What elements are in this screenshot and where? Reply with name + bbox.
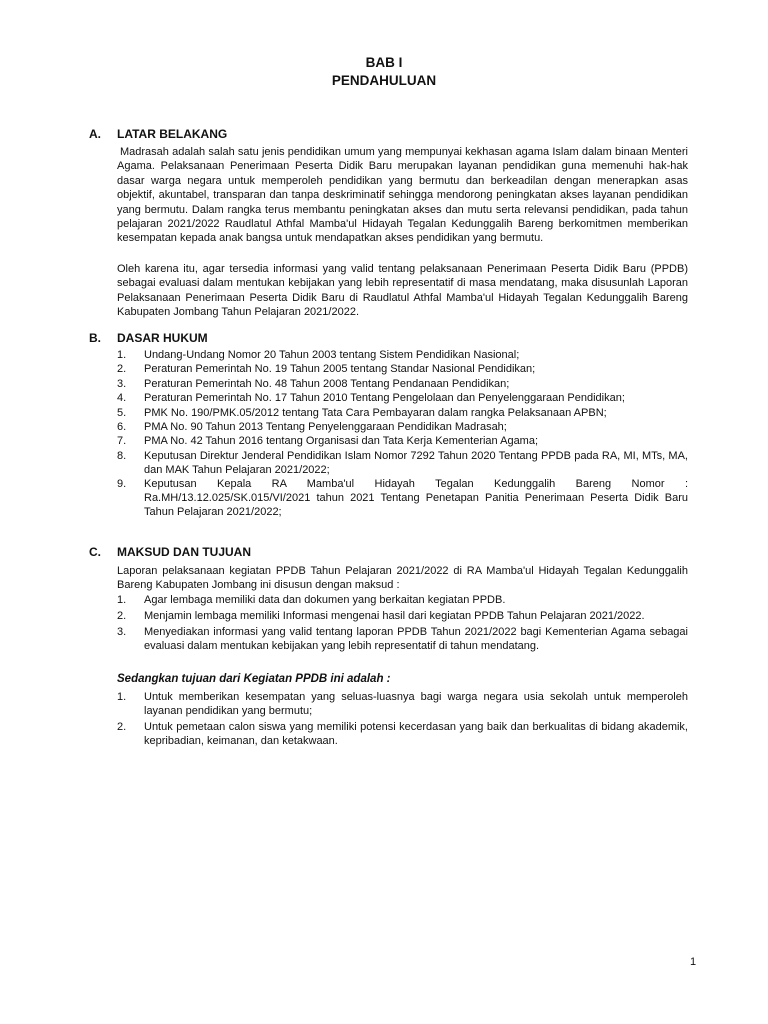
- list-text: Keputusan Kepala RA Mamba'ul Hidayah Tegalan Kedunggalih Bareng Nomor : Ra.MH/13.12.025/SK.015/VI/2021 tahun 2021 Tentang Penetapan Panitia Penerimaan Peserta Didik Baru Tahun Pelajaran 2021/2022;: [144, 478, 688, 519]
- list-item: [117, 609, 688, 623]
- list-item: [117, 593, 688, 607]
- tujuan-heading: Sedangkan tujuan dari Kegiatan PPDB ini adalah :: [117, 673, 391, 685]
- section-a-heading: [89, 127, 227, 141]
- latar-belakang-paragraph-2: Oleh karena itu, agar tersedia informasi yang valid tentang pelaksanaan Penerimaan Peserta Didik Baru (PPDB) sebagai evaluasi dalam mentukan kebijakan yang lebih representatif di masa mendatang, maka disusunlah Laporan Pelaksanaan Penerimaan Peserta Didik Baru di Raudlatul Athfal Mamba'ul Hidayah Tegalan Kedunggalih Bareng Kabupaten Jombang Tahun Pelajaran 2021/2022.: [117, 263, 688, 319]
- list-number: 8.: [117, 449, 127, 462]
- section-c-letter: C.: [89, 545, 101, 559]
- list-text: Peraturan Pemerintah No. 17 Tahun 2010 Tentang Pengelolaan dan Penyelenggaraan Pendidikan;: [144, 392, 625, 405]
- chapter-number: BAB I: [365, 55, 403, 70]
- list-text: Peraturan Pemerintah No. 19 Tahun 2005 tentang Standar Nasional Pendidikan;: [144, 363, 536, 376]
- section-a-letter: A.: [89, 127, 101, 141]
- list-text: Peraturan Pemerintah No. 48 Tahun 2008 Tentang Pendanaan Pendidikan;: [144, 377, 510, 390]
- list-item: [117, 477, 688, 519]
- list-number: 3.: [117, 626, 127, 638]
- section-c-title: MAKSUD DAN TUJUAN: [117, 545, 251, 559]
- list-number: 1.: [117, 349, 127, 361]
- list-text: Menjamin lembaga memiliki Informasi mengenai hasil dari kegiatan PPDB Tahun Pelajaran 2021/2022.: [144, 610, 645, 622]
- list-item: [117, 690, 688, 718]
- section-b-title: DASAR HUKUM: [117, 331, 208, 345]
- list-number: 5.: [117, 406, 127, 419]
- list-number: 3.: [117, 377, 127, 390]
- list-item: [117, 391, 688, 405]
- maksud-intro-paragraph: Laporan pelaksanaan kegiatan PPDB Tahun Pelajaran 2021/2022 di RA Mamba'ul Hidayah Tegalan Kedunggalih Bareng Kabupaten Jombang ini disusun dengan maksud :: [117, 565, 688, 592]
- page-number: 1: [690, 956, 697, 968]
- section-b-heading: [89, 331, 208, 345]
- tujuan-list: [117, 690, 688, 750]
- list-item: [117, 377, 688, 391]
- list-text: PMA No. 42 Tahun 2016 tentang Organisasi dan Tata Kerja Kementerian Agama;: [144, 435, 539, 448]
- latar-belakang-paragraph-1: Madrasah adalah salah satu jenis pendidikan umum yang mempunyai kekhasan agama Islam dalam binaan Menteri Agama. Pelaksanaan Penerimaan Peserta Didik Baru merupakan layanan pendidikan guna memenuhi hak-hak dasar warga negara untuk memperoleh pendidikan yang bermutu dan berkeadilan dengan menerapkan asas objektif, akuntabel, transparan dan tanpa deskriminatif sehingga mendorong peningkatan akses layanan pendidikan yang bermutu. Dalam rangka terus membantu peningkatan akses dan mutu serta relevansi pendidikan, pada tahun pelajaran 2021/2022 Raudlatul Athfal Mamba'ul Hidayah Tegalan Kedunggalih Bareng berkomitmen memberikan kesempatan kepada anak bangsa untuk mendapatkan akses pendidikan yang bermutu.: [117, 146, 688, 245]
- list-number: 4.: [117, 392, 127, 405]
- list-item: [117, 434, 688, 448]
- list-text: Keputusan Direktur Jenderal Pendidikan Islam Nomor 7292 Tahun 2020 Tentang PPDB pada RA, MI, MTs, MA, dan MAK Tahun Pelajaran 2021/2022;: [144, 449, 688, 476]
- list-item: [117, 362, 688, 376]
- chapter-title: PENDAHULUAN: [331, 73, 437, 88]
- dasar-hukum-list: [117, 348, 688, 520]
- list-text: Undang-Undang Nomor 20 Tahun 2003 tentang Sistem Pendidikan Nasional;: [144, 349, 520, 361]
- maksud-list: [117, 593, 688, 655]
- list-text: PMK No. 190/PMK.05/2012 tentang Tata Cara Pembayaran dalam rangka Pelaksanaan APBN;: [144, 406, 607, 419]
- list-item: [117, 420, 688, 434]
- list-text: Untuk pemetaan calon siswa yang memiliki potensi kecerdasan yang baik dan berkualitas di bidang akademik, kepribadian, keimanan, dan ketakwaan.: [144, 721, 688, 747]
- section-c-heading: [89, 545, 251, 559]
- list-number: 1.: [117, 691, 127, 703]
- section-a-title: LATAR BELAKANG: [117, 127, 228, 141]
- list-number: 6.: [117, 420, 127, 433]
- list-text: Untuk memberikan kesempatan yang seluas-luasnya bagi warga negara usia sekolah untuk memperoleh layanan pendidikan yang bermutu;: [144, 691, 688, 717]
- list-number: 1.: [117, 594, 127, 606]
- list-number: 2.: [117, 721, 127, 733]
- list-text: Menyediakan informasi yang valid tentang laporan PPDB Tahun 2021/2022 bagi Kementerian Agama sebagai evaluasi dalam mentukan kebijakan yang lebih representatif di tahun mendatang.: [144, 626, 688, 652]
- list-number: 9.: [117, 478, 127, 491]
- list-number: 2.: [117, 363, 127, 376]
- list-item: [117, 406, 688, 420]
- list-item: [117, 449, 688, 477]
- list-item: [117, 720, 688, 748]
- list-number: 2.: [117, 610, 127, 622]
- list-item: [117, 625, 688, 653]
- section-b-letter: B.: [89, 331, 101, 345]
- list-text: Agar lembaga memiliki data dan dokumen yang berkaitan kegiatan PPDB.: [144, 594, 506, 606]
- list-number: 7.: [117, 435, 127, 448]
- list-text: PMA No. 90 Tahun 2013 Tentang Penyelenggaraan Pendidikan Madrasah;: [144, 420, 507, 433]
- list-item: [117, 348, 688, 362]
